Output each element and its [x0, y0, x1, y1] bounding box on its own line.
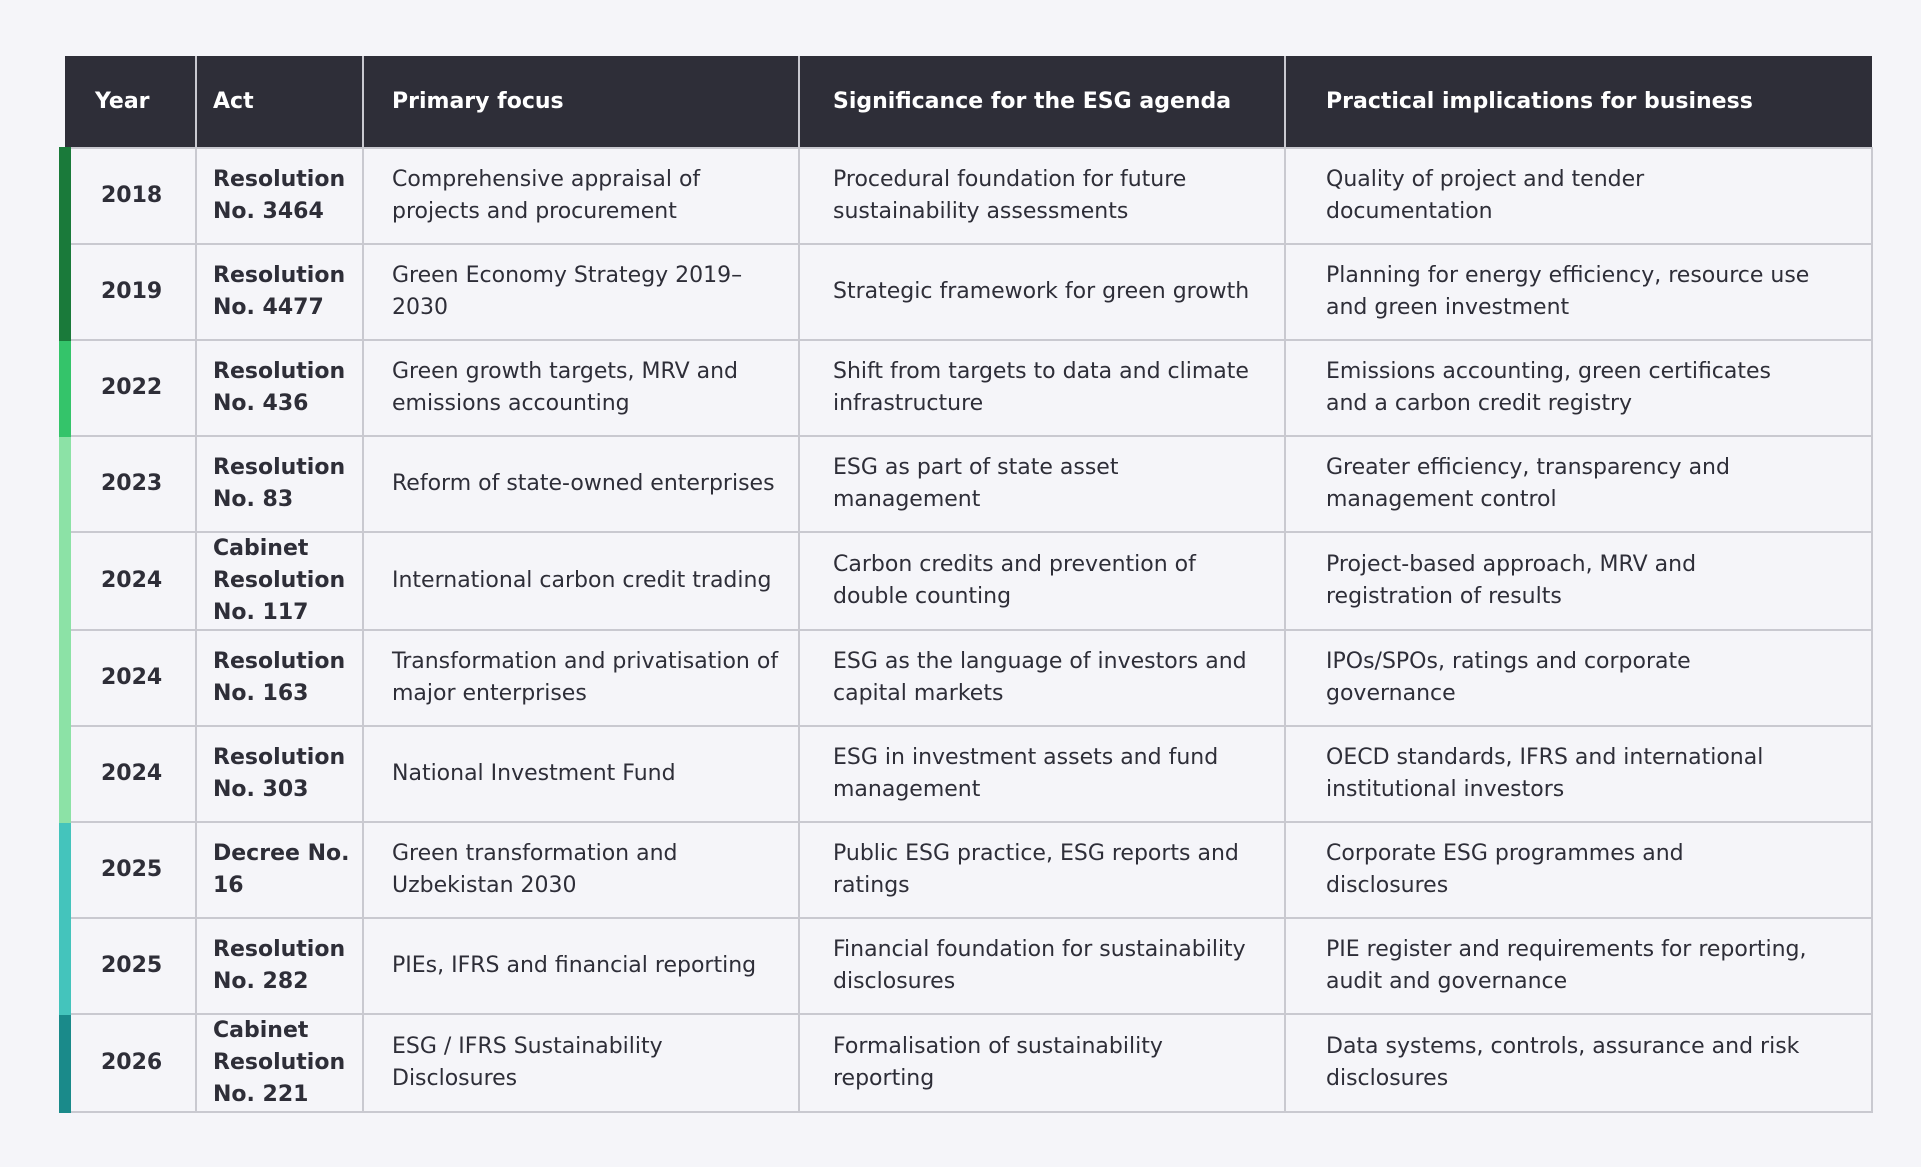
- cell-implications: Emissions accounting, green certificates and a carbon credit registry: [1285, 340, 1872, 436]
- cell-primary-focus: Green transformation and Uzbekistan 2030: [363, 822, 799, 918]
- cell-year: 2024: [65, 532, 196, 630]
- cell-implications: Quality of project and tender documentation: [1285, 148, 1872, 244]
- cell-year: 2025: [65, 822, 196, 918]
- cell-significance: Strategic framework for green growth: [799, 244, 1285, 340]
- cell-implications: Planning for energy efficiency, resource use and green investment: [1285, 244, 1872, 340]
- table-row: [65, 726, 1872, 822]
- header-row: [65, 56, 1872, 148]
- cell-primary-focus: National Investment Fund: [363, 726, 799, 822]
- cell-year: 2026: [65, 1014, 196, 1112]
- header-act: Act: [196, 56, 363, 148]
- table-body: [65, 148, 1872, 1112]
- cell-significance: Shift from targets to data and climate infrastructure: [799, 340, 1285, 436]
- cell-act: Resolution No. 3464: [196, 148, 363, 244]
- cell-act: Resolution No. 303: [196, 726, 363, 822]
- table-row: [65, 630, 1872, 726]
- esg-acts-table: [59, 56, 1873, 1113]
- table-row: [65, 148, 1872, 244]
- cell-year: 2023: [65, 436, 196, 532]
- cell-act: Resolution No. 163: [196, 630, 363, 726]
- header-year: Year: [65, 56, 196, 148]
- cell-act: Cabinet Resolution No. 221: [196, 1014, 363, 1112]
- table-header: [65, 56, 1872, 148]
- cell-primary-focus: Green growth targets, MRV and emissions accounting: [363, 340, 799, 436]
- cell-act: Cabinet Resolution No. 117: [196, 532, 363, 630]
- cell-act: Decree No. 16: [196, 822, 363, 918]
- cell-primary-focus: Green Economy Strategy 2019–2030: [363, 244, 799, 340]
- cell-primary-focus: International carbon credit trading: [363, 532, 799, 630]
- table-row: [65, 918, 1872, 1014]
- cell-year: 2022: [65, 340, 196, 436]
- cell-implications: Corporate ESG programmes and disclosures: [1285, 822, 1872, 918]
- table-row: [65, 436, 1872, 532]
- cell-primary-focus: Reform of state-owned enterprises: [363, 436, 799, 532]
- cell-implications: OECD standards, IFRS and international institutional investors: [1285, 726, 1872, 822]
- cell-significance: Carbon credits and prevention of double counting: [799, 532, 1285, 630]
- esg-acts-table-container: [59, 56, 1866, 1113]
- cell-primary-focus: PIEs, IFRS and financial reporting: [363, 918, 799, 1014]
- cell-act: Resolution No. 436: [196, 340, 363, 436]
- cell-significance: Public ESG practice, ESG reports and ratings: [799, 822, 1285, 918]
- cell-implications: Greater efficiency, transparency and management control: [1285, 436, 1872, 532]
- cell-implications: Data systems, controls, assurance and risk disclosures: [1285, 1014, 1872, 1112]
- table-row: [65, 1014, 1872, 1112]
- table-row: [65, 340, 1872, 436]
- cell-primary-focus: ESG / IFRS Sustainability Disclosures: [363, 1014, 799, 1112]
- cell-act: Resolution No. 282: [196, 918, 363, 1014]
- cell-year: 2019: [65, 244, 196, 340]
- cell-year: 2025: [65, 918, 196, 1014]
- cell-implications: PIE register and requirements for reporting, audit and governance: [1285, 918, 1872, 1014]
- table-row: [65, 532, 1872, 630]
- table-row: [65, 822, 1872, 918]
- cell-year: 2024: [65, 630, 196, 726]
- cell-primary-focus: Comprehensive appraisal of projects and procurement: [363, 148, 799, 244]
- cell-primary-focus: Transformation and privatisation of major enterprises: [363, 630, 799, 726]
- cell-significance: ESG in investment assets and fund management: [799, 726, 1285, 822]
- cell-year: 2024: [65, 726, 196, 822]
- header-implications: Practical implications for business: [1285, 56, 1872, 148]
- cell-significance: Formalisation of sustainability reporting: [799, 1014, 1285, 1112]
- cell-significance: Financial foundation for sustainability disclosures: [799, 918, 1285, 1014]
- cell-significance: ESG as the language of investors and capital markets: [799, 630, 1285, 726]
- cell-year: 2018: [65, 148, 196, 244]
- cell-implications: Project-based approach, MRV and registration of results: [1285, 532, 1872, 630]
- cell-significance: Procedural foundation for future sustainability assessments: [799, 148, 1285, 244]
- cell-act: Resolution No. 4477: [196, 244, 363, 340]
- header-significance: Significance for the ESG agenda: [799, 56, 1285, 148]
- header-primary-focus: Primary focus: [363, 56, 799, 148]
- cell-act: Resolution No. 83: [196, 436, 363, 532]
- cell-implications: IPOs/SPOs, ratings and corporate governance: [1285, 630, 1872, 726]
- cell-significance: ESG as part of state asset management: [799, 436, 1285, 532]
- table-row: [65, 244, 1872, 340]
